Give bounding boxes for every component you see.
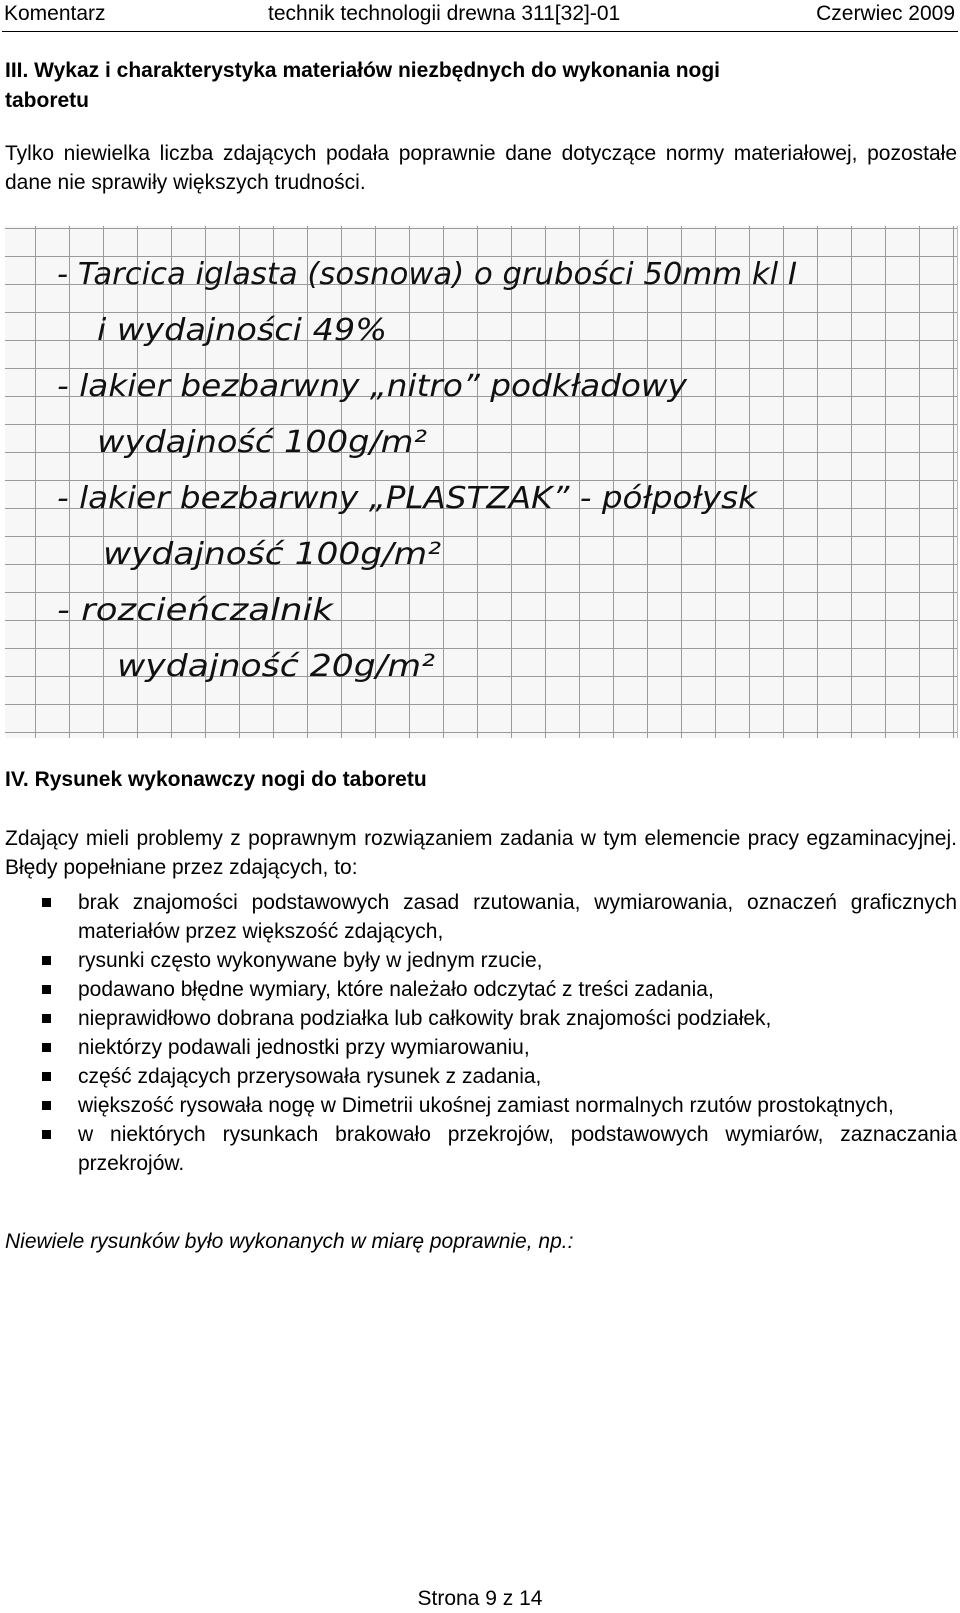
list-item: niektórzy podawali jednostki przy wymiarowaniu, (5, 1033, 957, 1062)
scan-line-8: wydajność 20g/m² (117, 649, 435, 684)
errors-list (5, 888, 957, 1178)
header-right-label: Czerwiec 2009 (816, 2, 955, 25)
header-divider (2, 31, 958, 32)
list-item: brak znajomości podstawowych zasad rzutowania, wymiarowania, oznaczeń graficznych materiałów przez większość zdających, (5, 888, 957, 946)
list-item: w niektórych rysunkach brakowało przekrojów, podstawowych wymiarów, zaznaczania przekrojów. (5, 1120, 957, 1178)
header-center-label: technik technologii drewna 311[32]-01 (268, 2, 621, 25)
section-4-intro (5, 824, 957, 882)
scan-line-7: - rozcieńczalnik (57, 593, 335, 628)
section-3-body-text: Tylko niewielka liczba zdających podała poprawnie dane dotyczące normy materiałowej, pozostałe dane nie sprawiły większych trudności. (5, 142, 957, 194)
bullet-square-icon (42, 1072, 51, 1081)
scan-line-2: i wydajności 49% (97, 313, 387, 348)
scan-line-3: - lakier bezbarwny „nitro” podkładowy (57, 369, 689, 404)
bullet-square-icon (42, 985, 51, 994)
section-3-title-line1: III. Wykaz i charakterystyka materiałów niezbędnych do wykonania nogi (5, 59, 721, 82)
section-4-intro-text: Zdający mieli problemy z poprawnym rozwiązaniem zadania w tym elemencie pracy egzaminacyjnej. Błędy popełniane przez zdających, to: (5, 827, 957, 879)
handwritten-scan (5, 226, 958, 738)
scan-line-4: wydajność 100g/m² (97, 425, 427, 460)
bullet-square-icon (42, 1130, 51, 1139)
page-header (0, 0, 960, 32)
closing-note: Niewiele rysunków było wykonanych w miarę poprawnie, np.: (5, 1230, 574, 1253)
bullet-square-icon (42, 1014, 51, 1023)
scan-line-1: - Tarcica iglasta (sosnowa) o grubości 50mm kl I (57, 257, 798, 292)
section-3-paragraph (5, 139, 957, 197)
page-number: Strona 9 z 14 (417, 1587, 543, 1610)
header-left-label: Komentarz (4, 2, 106, 25)
bullet-square-icon (42, 1043, 51, 1052)
bullet-square-icon (42, 1101, 51, 1110)
list-item: większość rysowała nogę w Dimetrii ukośnej zamiast normalnych rzutów prostokątnych, (5, 1091, 957, 1120)
list-item: rysunki często wykonywane były w jednym rzucie, (5, 946, 957, 975)
scan-line-5: - lakier bezbarwny „PLASTZAK” - półpołysk (57, 481, 759, 516)
section-4-title: IV. Rysunek wykonawczy nogi do taboretu (5, 768, 427, 791)
scan-line-6: wydajność 100g/m² (103, 537, 441, 572)
list-item: nieprawidłowo dobrana podziałka lub całkowity brak znajomości podziałek, (5, 1004, 957, 1033)
section-3-title-line2: taboretu (5, 89, 89, 112)
list-item: podawano błędne wymiary, które należało odczytać z treści zadania, (5, 975, 957, 1004)
handwritten-scan-drawing (5, 226, 957, 738)
list-item: część zdających przerysowała rysunek z zadania, (5, 1062, 957, 1091)
bullet-square-icon (42, 956, 51, 965)
bullet-square-icon (42, 898, 51, 907)
